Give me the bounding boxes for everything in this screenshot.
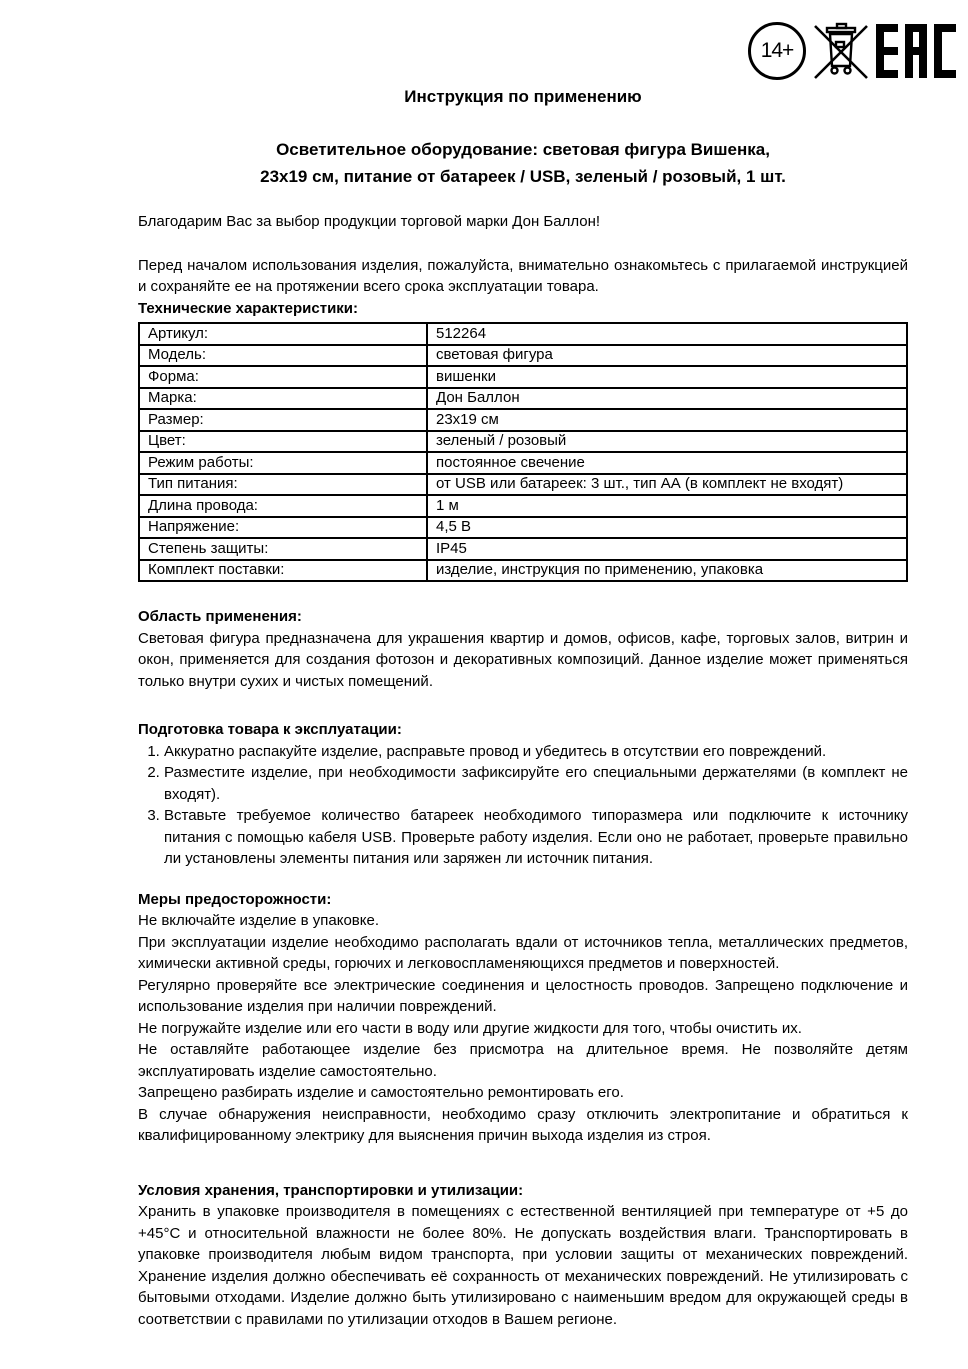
section-paragraph: В случае обнаружения неисправности, необходимо сразу отключить электропитание и обратиться к квалифицированному электрику для выяснения причин выхода изделия из строя. xyxy=(138,1105,908,1144)
spec-label: Комплект поставки: xyxy=(139,560,427,582)
eac-conformity-mark-icon xyxy=(876,24,956,78)
spec-value: от USB или батареек: 3 шт., тип АА (в комплект не входят) xyxy=(427,474,907,496)
spec-label: Длина провода: xyxy=(139,495,427,517)
list-item: 1. Аккуратно распакуйте изделие, расправьте провод и убедитесь в отсутствии его повреждений. xyxy=(164,741,908,763)
table-row xyxy=(139,560,907,582)
certification-badges xyxy=(748,20,956,82)
specs-table xyxy=(138,322,908,582)
specs-heading: Технические характеристики: xyxy=(138,299,359,317)
weee-crossed-bin-icon xyxy=(813,20,869,82)
section-preparation xyxy=(138,719,908,870)
age-restriction-label: 14+ xyxy=(760,39,794,63)
section-paragraph: Регулярно проверяйте все электрические соединения и целостность проводов. Запрещено подключение и использование изделия при наличии повреждений. xyxy=(138,976,908,1015)
table-row xyxy=(139,409,907,431)
spec-label: Артикул: xyxy=(139,323,427,345)
spec-value: световая фигура xyxy=(427,345,907,367)
preparation-steps-list xyxy=(138,741,908,870)
section-usage-area xyxy=(138,606,908,692)
spec-label: Режим работы: xyxy=(139,452,427,474)
spec-label: Тип питания: xyxy=(139,474,427,496)
section-safety xyxy=(138,889,908,1147)
section-paragraph: Не погружайте изделие или его части в воду или другие жидкости для того, чтобы очистить их. xyxy=(138,1019,802,1037)
page-title: Инструкция по применению xyxy=(404,87,642,106)
spec-label: Размер: xyxy=(139,409,427,431)
spec-value: 512264 xyxy=(427,323,907,345)
product-subtitle-line1: Осветительное оборудование: световая фигура Вишенка, xyxy=(276,140,770,159)
table-row xyxy=(139,345,907,367)
section-heading: Условия хранения, транспортировки и утилизации: xyxy=(138,1181,524,1199)
section-storage-transport-disposal xyxy=(138,1180,908,1331)
table-row xyxy=(139,431,907,453)
spec-value: 23х19 см xyxy=(427,409,907,431)
spec-value: изделие, инструкция по применению, упаковка xyxy=(427,560,907,582)
spec-value: зеленый / розовый xyxy=(427,431,907,453)
spec-label: Модель: xyxy=(139,345,427,367)
spec-value: 4,5 В xyxy=(427,517,907,539)
section-heading: Подготовка товара к эксплуатации: xyxy=(138,721,402,738)
intro-thanks-paragraph: Благодарим Вас за выбор продукции торговой марки Дон Баллон! xyxy=(138,213,601,230)
section-paragraph: Хранить в упаковке производителя в помещениях с естественной вентиляцией при температуре от +5 до +45°С и относительной влажности не более 80%. Не допускать воздействия влаги. Транспортировать в упаковке производителя любым видом транспорта, при условии защиты от механических повреждений. Хранение изделия должно обеспечивать её сохранность от механических повреждений. Не утилизировать с бытовыми отходами. Изделие должно быть утилизировано с наименьшим вредом для окружающей среды в соответствии с правилами по утилизации отходов в Вашем регионе. xyxy=(138,1203,908,1328)
spec-value: IP45 xyxy=(427,538,907,560)
spec-value: постоянное свечение xyxy=(427,452,907,474)
spec-label: Марка: xyxy=(139,388,427,410)
table-row xyxy=(139,366,907,388)
list-item: 3. Вставьте требуемое количество батареек необходимого типоразмера или подключите к источнику питания с помощью кабеля USB. Проверьте работу изделия. Если оно не работает, проверьте правильно ли установлены элементы питания или заряжен ли источник питания. xyxy=(164,805,908,870)
spec-label: Цвет: xyxy=(139,431,427,453)
spec-label: Степень защиты: xyxy=(139,538,427,560)
spec-value: вишенки xyxy=(427,366,907,388)
section-paragraph: Световая фигура предназначена для украшения квартир и домов, офисов, кафе, торговых залов, витрин и окон, применяется для создания фотозон и декоративных композиций. Данное изделие может применяться только внутри сухих и чистых помещений. xyxy=(138,629,908,690)
table-row xyxy=(139,388,907,410)
spec-label: Форма: xyxy=(139,366,427,388)
section-paragraph: Запрещено разбирать изделие и самостоятельно ремонтировать его. xyxy=(138,1084,624,1101)
section-paragraph: Не включайте изделие в упаковке. xyxy=(138,912,380,929)
spec-value: 1 м xyxy=(427,495,907,517)
table-row xyxy=(139,517,907,539)
table-row xyxy=(139,323,907,345)
spec-label: Напряжение: xyxy=(139,517,427,539)
product-subtitle-line2: 23х19 см, питание от батареек / USB, зеленый / розовый, 1 шт. xyxy=(260,167,786,186)
table-row xyxy=(139,538,907,560)
intro-note-paragraph: Перед началом использования изделия, пожалуйста, внимательно ознакомьтесь с прилагаемой инструкцией и сохраняйте ее на протяжении всего срока эксплуатации товара. xyxy=(138,256,908,295)
age-restriction-icon xyxy=(748,22,806,80)
table-row xyxy=(139,452,907,474)
list-item: 2. Разместите изделие, при необходимости зафиксируйте его специальными держателями (в комплект не входят). xyxy=(164,762,908,805)
section-heading: Меры предосторожности: xyxy=(138,890,332,908)
table-row xyxy=(139,474,907,496)
table-row xyxy=(139,495,907,517)
product-subtitle xyxy=(138,136,908,190)
section-paragraph: Не оставляйте работающее изделие без присмотра на длительное время. Не позволяйте детям эксплуатировать изделие самостоятельно. xyxy=(138,1041,908,1080)
section-heading: Область применения: xyxy=(138,608,302,625)
section-paragraph: При эксплуатации изделие необходимо располагать вдали от источников тепла, металлических предметов, химически активной среды, горючих и легковоспламеняющихся предметов и поверхностей. xyxy=(138,933,908,972)
spec-value: Дон Баллон xyxy=(427,388,907,410)
